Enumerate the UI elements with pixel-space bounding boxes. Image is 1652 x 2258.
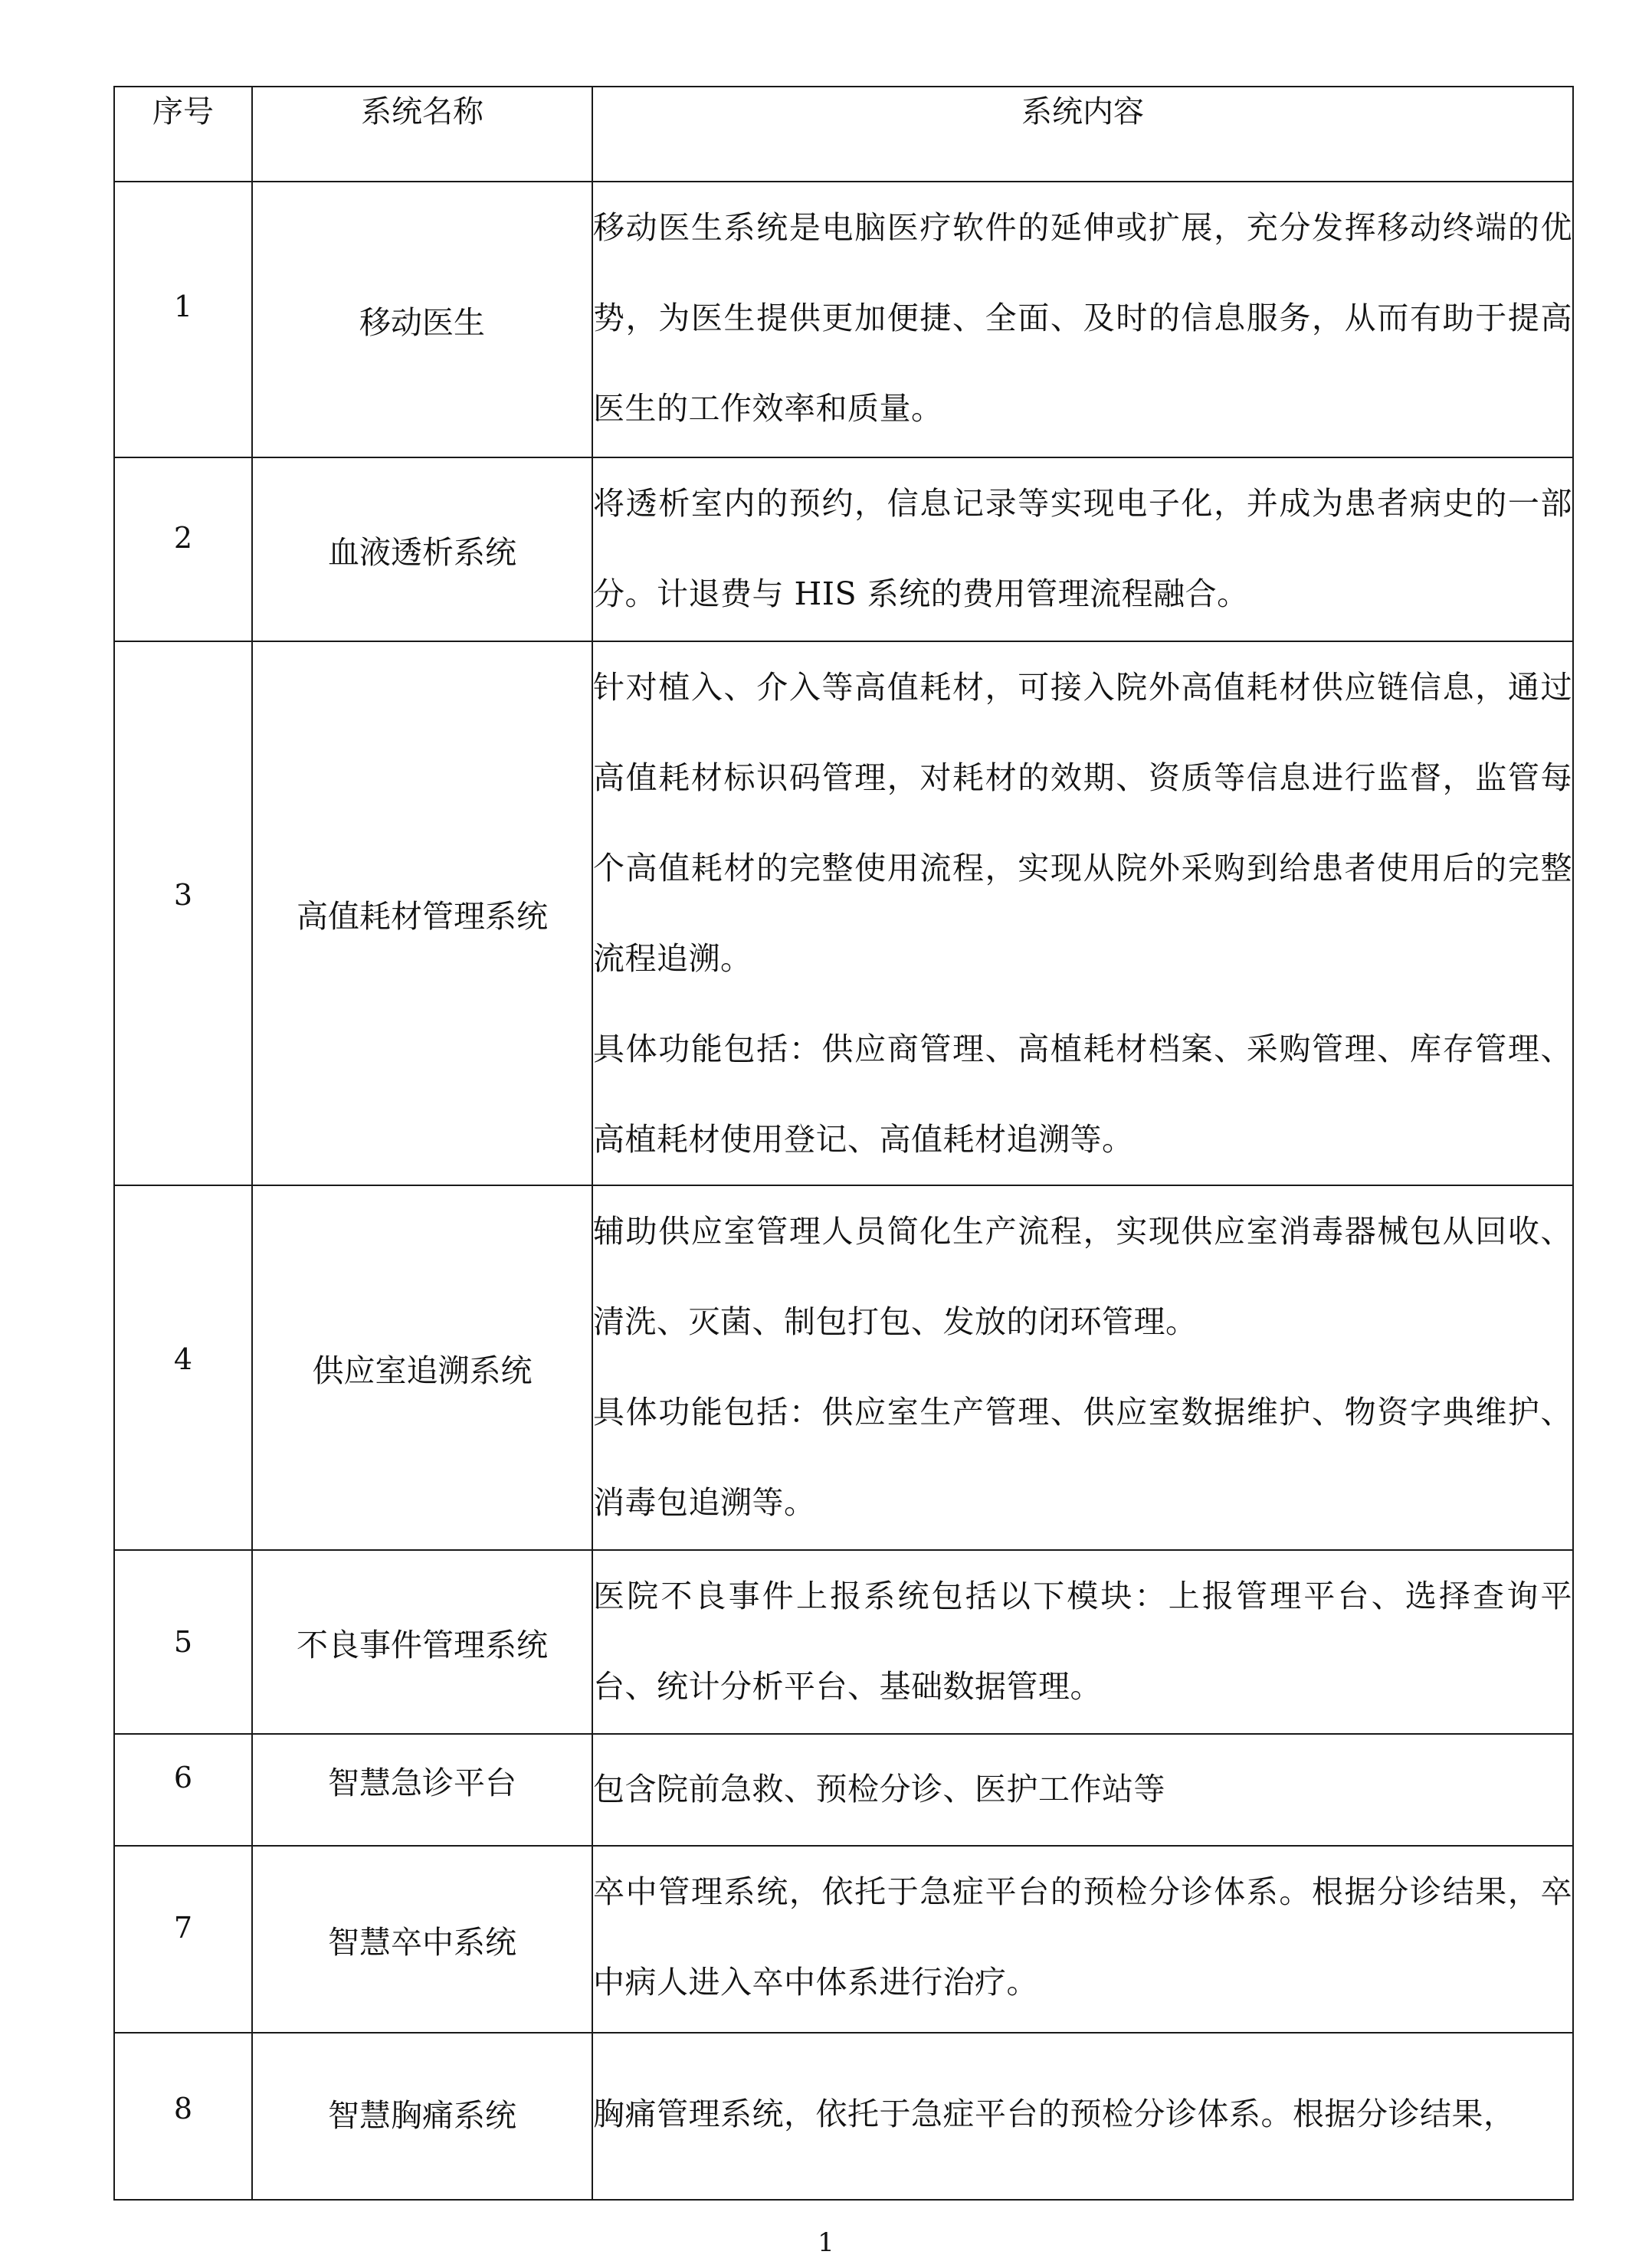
row-name: 血液透析系统: [252, 457, 592, 641]
header-num: 序号: [114, 87, 252, 182]
table-header-row: [114, 87, 1573, 182]
table-row: [114, 641, 1573, 1185]
row-num: 4: [114, 1185, 252, 1550]
row-name: 高值耗材管理系统: [252, 641, 592, 1185]
row-num: 7: [114, 1846, 252, 2033]
table-row: [114, 1185, 1573, 1550]
content-paragraph: 具体功能包括：供应商管理、高植耗材档案、采购管理、库存管理、高植耗材使用登记、高值耗材追溯等。: [593, 1031, 1572, 1158]
system-table: [113, 86, 1574, 2201]
row-num: 1: [114, 182, 252, 457]
content-paragraph: 移动医生系统是电脑医疗软件的延伸或扩展，充分发挥移动终端的优势，为医生提供更加便捷、全面、及时的信息服务，从而有助于提高医生的工作效率和质量。: [593, 209, 1572, 427]
row-content: [592, 2033, 1573, 2200]
row-num: 3: [114, 641, 252, 1185]
row-content: [592, 1846, 1573, 2033]
row-name: 不良事件管理系统: [252, 1550, 592, 1734]
table-row: [114, 1550, 1573, 1734]
page-number: 1: [818, 2227, 834, 2258]
content-paragraph: 卒中管理系统，依托于急症平台的预检分诊体系。根据分诊结果，卒中病人进入卒中体系进行治疗。: [593, 1873, 1572, 2001]
content-paragraph: 包含院前急救、预检分诊、医护工作站等: [593, 1771, 1165, 1807]
row-content: [592, 457, 1573, 641]
row-num: 8: [114, 2033, 252, 2200]
table-row: [114, 1846, 1573, 2033]
content-paragraph: 具体功能包括：供应室生产管理、供应室数据维护、物资字典维护、消毒包追溯等。: [593, 1394, 1572, 1521]
row-content: [592, 1185, 1573, 1550]
row-content: [592, 1550, 1573, 1734]
row-name: 智慧卒中系统: [252, 1846, 592, 2033]
header-content: 系统内容: [592, 87, 1573, 182]
header-name: 系统名称: [252, 87, 592, 182]
content-paragraph: 辅助供应室管理人员简化生产流程，实现供应室消毒器械包从回收、清洗、灭菌、制包打包、发放的闭环管理。: [593, 1213, 1572, 1340]
row-name: 移动医生: [252, 182, 592, 457]
row-num: 2: [114, 457, 252, 641]
content-paragraph: 针对植入、介入等高值耗材，可接入院外高值耗材供应链信息，通过高值耗材标识码管理，对耗材的效期、资质等信息进行监督，监管每个高值耗材的完整使用流程，实现从院外采购到给患者使用后的完整流程追溯。: [593, 669, 1572, 977]
content-paragraph: 将透析室内的预约，信息记录等实现电子化，并成为患者病史的一部分。计退费与 HIS 系统的费用管理流程融合。: [593, 485, 1572, 612]
row-num: 6: [114, 1734, 252, 1846]
table-row: [114, 1734, 1573, 1846]
row-name: 供应室追溯系统: [252, 1185, 592, 1550]
content-paragraph: 医院不良事件上报系统包括以下模块：上报管理平台、选择查询平台、统计分析平台、基础数据管理。: [593, 1578, 1572, 1705]
content-paragraph: 胸痛管理系统，依托于急症平台的预检分诊体系。根据分诊结果，: [593, 2096, 1516, 2132]
row-content: [592, 182, 1573, 457]
row-content: [592, 641, 1573, 1185]
table-row: [114, 182, 1573, 457]
row-content: [592, 1734, 1573, 1846]
row-name: 智慧胸痛系统: [252, 2033, 592, 2200]
row-num: 5: [114, 1550, 252, 1734]
row-name: 智慧急诊平台: [252, 1734, 592, 1846]
table-row: [114, 2033, 1573, 2200]
table-row: [114, 457, 1573, 641]
